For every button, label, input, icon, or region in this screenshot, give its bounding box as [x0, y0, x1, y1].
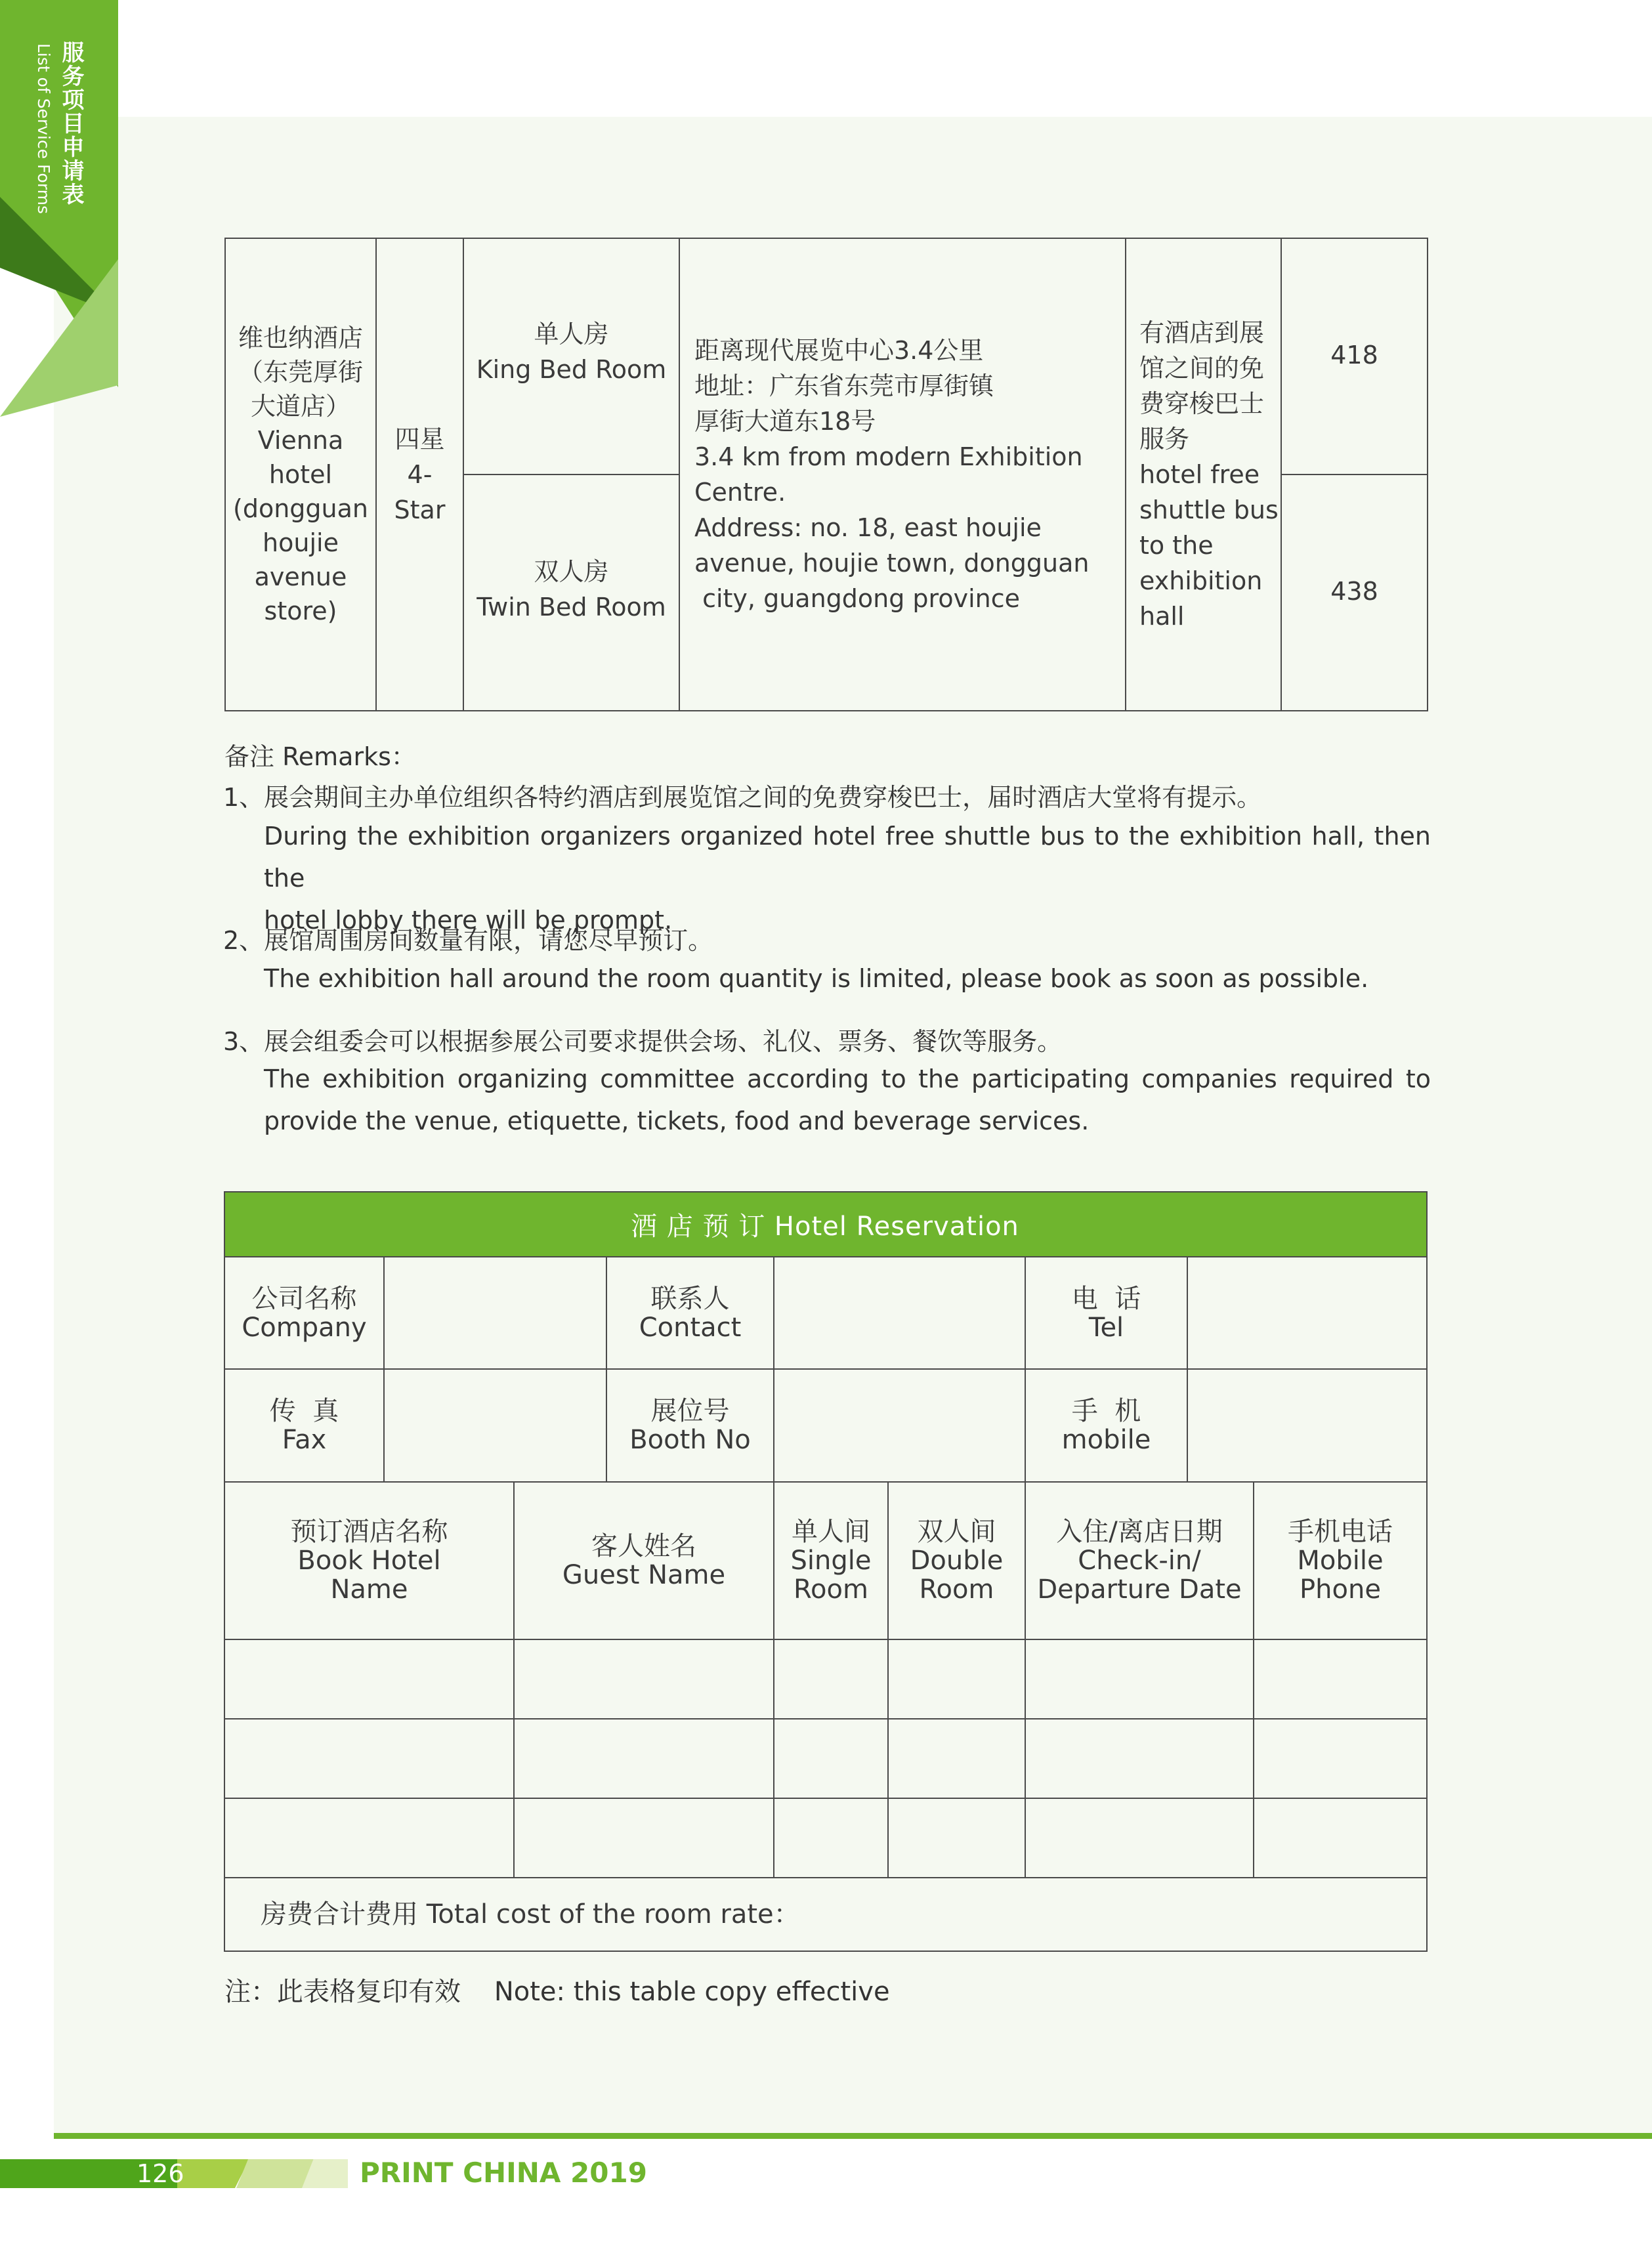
- star-rating-line: 4-: [407, 460, 433, 489]
- col-header-line: Room: [794, 1574, 868, 1605]
- booth-field[interactable]: [774, 1370, 1025, 1481]
- col-header-line: Guest Name: [562, 1560, 726, 1590]
- booth-label: [607, 1370, 773, 1481]
- remark-en-line: The exhibition hall around the room quantity is limited, please book as soon as possible.: [264, 964, 1369, 993]
- col-header-single: [774, 1483, 887, 1639]
- phone-input[interactable]: [1254, 1640, 1426, 1718]
- remark-en-line: During the exhibition organizers organized hotel free shuttle bus to the exhibition hall, then the: [264, 822, 1431, 893]
- col-header-line: 单人间: [792, 1517, 870, 1547]
- fax-label-en: Fax: [282, 1425, 327, 1455]
- guest-name-input[interactable]: [515, 1799, 773, 1877]
- company-label-cn: 公司名称: [251, 1283, 357, 1314]
- total-cost-label: 房费合计费用 Total cost of the room rate：: [261, 1899, 800, 1930]
- shuttle-service-cell: [1126, 239, 1281, 710]
- hotel-name-line: （东莞厚街: [238, 358, 363, 387]
- location-line: Centre.: [694, 478, 786, 507]
- hotel-name-cell: [226, 239, 375, 710]
- single-room-input[interactable]: [774, 1640, 887, 1718]
- location-line: 距离现代展览中心3.4公里: [694, 336, 984, 365]
- location-cell: [680, 239, 1125, 710]
- col-header-line: Mobile: [1297, 1546, 1384, 1576]
- mobile-label: [1026, 1370, 1187, 1481]
- hotel-name-line: houjie: [263, 528, 339, 557]
- remark-en-line: hotel lobby there will be prompt.: [264, 906, 673, 935]
- hotel-name-line: store): [264, 597, 337, 625]
- contact-label-cn: 联系人: [650, 1283, 730, 1314]
- hotel-name-line: (dongguan: [233, 494, 368, 523]
- double-room-input[interactable]: [889, 1719, 1025, 1798]
- col-header-line: Room: [919, 1574, 994, 1605]
- col-header-line: 双人间: [917, 1517, 996, 1547]
- single-room-input[interactable]: [774, 1719, 887, 1798]
- double-room-input[interactable]: [889, 1799, 1025, 1877]
- booth-label-cn: 展位号: [650, 1396, 730, 1426]
- guest-name-input[interactable]: [515, 1719, 773, 1798]
- room-type-line: 单人房: [534, 320, 609, 348]
- col-header-line: 入住/离店日期: [1056, 1517, 1223, 1547]
- single-room-input[interactable]: [774, 1799, 887, 1877]
- dates-input[interactable]: [1026, 1799, 1253, 1877]
- shuttle-line: shuttle bus: [1139, 496, 1279, 524]
- mobile-label-en: mobile: [1061, 1425, 1151, 1455]
- fax-label: [225, 1370, 383, 1481]
- col-header-line: Single: [790, 1546, 872, 1576]
- col-header-line: Phone: [1300, 1574, 1381, 1605]
- location-line: 地址：广东省东莞市厚街镇: [694, 371, 994, 400]
- dates-input[interactable]: [1026, 1640, 1253, 1718]
- side-tab-title-cn: 服务项目申请表: [58, 41, 84, 206]
- remark-cn: 2、展馆周围房间数量有限，请您尽早预订。: [223, 926, 713, 955]
- tel-label-en: Tel: [1088, 1312, 1124, 1343]
- col-header-phone: [1254, 1483, 1426, 1639]
- remark-en: [264, 958, 1431, 1000]
- contact-field[interactable]: [774, 1257, 1025, 1368]
- tel-label: [1026, 1257, 1187, 1368]
- col-header-line: Book Hotel: [297, 1546, 441, 1576]
- hotel-name-input[interactable]: [225, 1799, 513, 1877]
- room-type-line: King Bed Room: [476, 355, 667, 384]
- price-single-cell: 418: [1330, 341, 1378, 369]
- fax-field[interactable]: [385, 1370, 606, 1481]
- room-type-single-cell: [464, 239, 679, 474]
- hotel-name-line: 维也纳酒店: [238, 324, 363, 352]
- hotel-name-line: 大道店）: [250, 392, 350, 421]
- contact-label-en: Contact: [639, 1312, 742, 1343]
- phone-input[interactable]: [1254, 1799, 1426, 1877]
- col-header-line: Double: [910, 1546, 1004, 1576]
- guest-name-input[interactable]: [515, 1640, 773, 1718]
- hotel-name-line: hotel: [268, 460, 333, 489]
- remark-cn: 1、展会期间主办单位组织各特约酒店到展览馆之间的免费穿梭巴士，届时酒店大堂将有提示。: [223, 783, 1262, 812]
- col-header-line: Check-in/: [1078, 1546, 1201, 1576]
- remark-en-line: The exhibition organizing committee according to the participating companies required to: [264, 1065, 1431, 1093]
- shuttle-line: 服务: [1139, 425, 1190, 454]
- room-type-line: 双人房: [534, 557, 609, 586]
- star-rating-line: 四星: [394, 425, 445, 454]
- booth-label-en: Booth No: [629, 1425, 751, 1455]
- location-line: avenue, houjie town, dongguan: [694, 549, 1090, 578]
- page-number: 126: [137, 2159, 184, 2188]
- remark-cn: 3、展会组委会可以根据参展公司要求提供会场、礼仪、票务、餐饮等服务。: [223, 1027, 1063, 1056]
- location-line: 3.4 km from modern Exhibition: [694, 442, 1083, 471]
- hotel-name-line: avenue: [254, 562, 347, 591]
- footer-band-stripe: [236, 2159, 315, 2188]
- mobile-label-cn: 手 机: [1071, 1396, 1141, 1426]
- hotel-name-input[interactable]: [225, 1719, 513, 1798]
- shuttle-line: exhibition: [1139, 566, 1263, 595]
- col-header-double: [889, 1483, 1025, 1639]
- room-type-line: Twin Bed Room: [477, 593, 666, 622]
- copy-note: 注：此表格复印有效 Note: this table copy effective: [224, 1977, 890, 2007]
- col-header-dates: [1026, 1483, 1253, 1639]
- remarks-title: 备注 Remarks：: [224, 742, 416, 771]
- company-label: [225, 1257, 383, 1368]
- room-type-double-cell: [464, 475, 679, 710]
- hotel-name-input[interactable]: [225, 1640, 513, 1718]
- phone-input[interactable]: [1254, 1719, 1426, 1798]
- contact-label: [607, 1257, 773, 1368]
- tel-field[interactable]: [1188, 1257, 1426, 1368]
- location-line: city, guangdong province: [694, 584, 1020, 613]
- remark-en: [264, 1058, 1431, 1142]
- col-header-line: Name: [330, 1574, 408, 1605]
- tel-label-cn: 电 话: [1071, 1283, 1141, 1314]
- hotel-name-line: Vienna: [257, 426, 344, 455]
- total-cost-row[interactable]: [225, 1878, 1426, 1951]
- shuttle-line: 有酒店到展: [1139, 318, 1265, 347]
- star-rating-cell: [377, 239, 463, 710]
- footer-brand: PRINT CHINA 2019: [360, 2157, 647, 2189]
- company-label-en: Company: [242, 1312, 367, 1343]
- shuttle-line: to the: [1139, 531, 1214, 560]
- col-header-line: 客人姓名: [591, 1531, 696, 1561]
- shuttle-line: 馆之间的免: [1139, 354, 1265, 383]
- star-rating-line: Star: [394, 496, 446, 524]
- price-double-cell: 438: [1330, 577, 1378, 606]
- shuttle-line: hotel free: [1139, 460, 1260, 489]
- reservation-form-title: 酒 店 预 订 Hotel Reservation: [224, 1191, 1426, 1257]
- col-header-guest: [515, 1483, 773, 1639]
- dates-input[interactable]: [1026, 1719, 1253, 1798]
- location-line: 厚街大道东18号: [694, 407, 876, 436]
- remark-en-line: provide the venue, etiquette, tickets, food and beverage services.: [264, 1107, 1090, 1135]
- col-header-line: Departure Date: [1037, 1574, 1242, 1605]
- double-room-input[interactable]: [889, 1640, 1025, 1718]
- location-line: Address: no. 18, east houjie: [694, 513, 1042, 542]
- footer-rule: [54, 2133, 1652, 2139]
- shuttle-line: hall: [1139, 602, 1185, 631]
- fax-label-cn: 传 真: [269, 1396, 339, 1426]
- company-field[interactable]: [385, 1257, 606, 1368]
- shuttle-line: 费穿梭巴士: [1139, 389, 1265, 418]
- col-header-line: 预订酒店名称: [290, 1517, 448, 1547]
- mobile-field[interactable]: [1188, 1370, 1426, 1481]
- side-tab-title-en: List of Service Forms: [34, 43, 53, 215]
- col-header-line: 手机电话: [1288, 1517, 1393, 1547]
- col-header-hotel: [225, 1483, 513, 1639]
